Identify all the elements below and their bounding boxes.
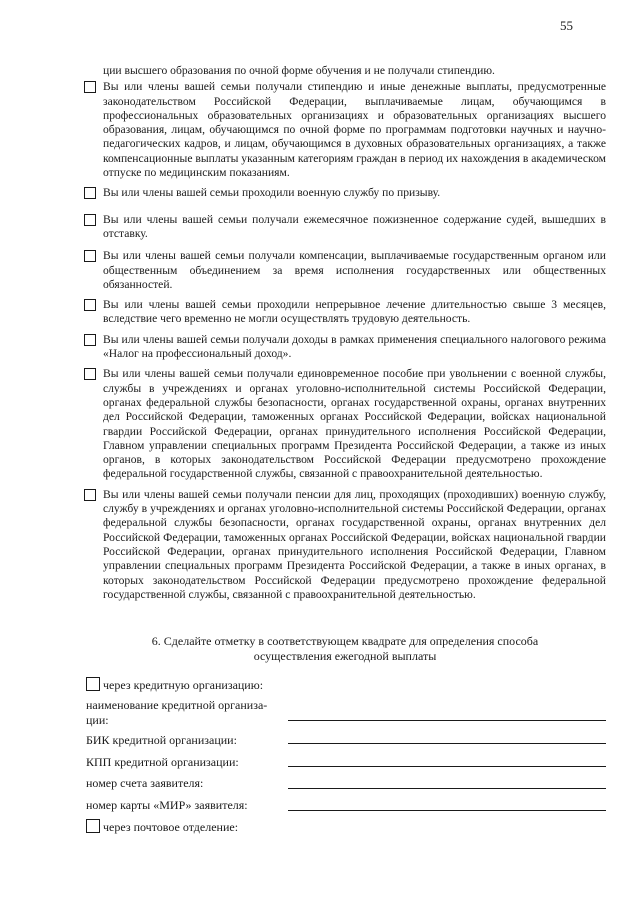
question-item <box>84 298 606 327</box>
question-item <box>84 249 606 292</box>
card-label: номер карты «МИР» заявителя: <box>86 798 248 812</box>
checkbox[interactable] <box>84 250 96 262</box>
question-text: Вы или члены вашей семьи получали стипендию и иные денежные выплаты, предусмотренные законодательством Российской Федерации, выплачиваемые лицам, обучающимся в профессиональных образовательных организациях и образовательных организациях высшего образования, лицам, обучающимся по очной форме по программам подготовки научных и научно-педагогических кадров, и лицам, обучающимся в духовных образовательных организациях, а также компенсационные выплаты указанным категориям граждан в период их нахождения в академическом отпуске по медицинским показаниям. <box>103 80 606 180</box>
kpp-field[interactable] <box>288 766 606 767</box>
question-text: Вы или члены вашей семьи получали доходы в рамках применения специального налогового режима «Налог на профессиональный доход». <box>103 332 606 361</box>
checkbox[interactable] <box>84 368 96 380</box>
checkbox[interactable] <box>84 299 96 311</box>
checkbox[interactable] <box>84 81 96 93</box>
bik-label: БИК кредитной организации: <box>86 733 237 747</box>
questions-list <box>84 64 606 602</box>
question-text: Вы или члены вашей семьи получали ежемесячное пожизненное содержание судей, вышедших в отставку. <box>103 212 606 240</box>
question-item <box>84 488 606 602</box>
lead-text: ции высшего образования по очной форме обучения и не получали стипендию. <box>103 64 495 77</box>
checkbox[interactable] <box>84 214 96 226</box>
bik-field[interactable] <box>288 743 606 744</box>
bank-name-field[interactable] <box>288 720 606 721</box>
bank-name-label <box>86 698 267 727</box>
question-text: Вы или члены вашей семьи проходили непрерывное лечение длительностью свыше 3 месяцев, вследствие чего временно не могли осуществлять трудовую деятельность. <box>103 298 606 326</box>
section-title-line: 6. Сделайте отметку в соответствующем квадрате для определения способа <box>151 634 539 648</box>
via-post-label: через почтовое отделение: <box>103 820 239 834</box>
account-field[interactable] <box>288 788 606 789</box>
via-bank-option[interactable] <box>86 677 263 692</box>
bank-name-label-line: наименование кредитной организа- <box>86 698 268 712</box>
question-item <box>84 367 606 481</box>
question-text: Вы или члены вашей семьи получали компенсации, выплачиваемые государственным органом или общественным объединением за время исполнения государственных или общественных обязанностей. <box>103 249 606 291</box>
question-text: Вы или члены вашей семьи проходили военную службу по призыву. <box>103 186 441 200</box>
via-post-checkbox[interactable] <box>86 819 100 833</box>
bank-name-label-line: ции: <box>86 712 109 727</box>
section-title-line: осуществления ежегодной выплаты <box>253 648 437 663</box>
account-label: номер счета заявителя: <box>86 776 204 790</box>
card-field[interactable] <box>288 810 606 811</box>
via-post-option[interactable] <box>86 819 238 834</box>
question-item <box>84 213 606 242</box>
question-item <box>84 186 606 200</box>
question-item <box>84 80 606 180</box>
via-bank-checkbox[interactable] <box>86 677 100 691</box>
checkbox[interactable] <box>84 334 96 346</box>
checkbox[interactable] <box>84 187 96 199</box>
kpp-label: КПП кредитной организации: <box>86 755 239 769</box>
section-6-title <box>84 634 606 663</box>
checkbox[interactable] <box>84 489 96 501</box>
question-text: Вы или члены вашей семьи получали пенсии для лиц, проходящих (проходивших) военную службу, службу в учреждениях и органах уголовно-исполнительной системы Российской Федерации, органах федеральной службы безопасности, органах государственной охраны, органах внутренних дел Российской Федерации, таможенных органах Российской Федерации, войсках национальной гвардии Российской Федерации, органах принудительного исполнения Российской Федерации, Главном управлении специальных программ Президента Российской Федерации, а также в иных органах, в которых законодательством Российской Федерации предусмотрено прохождение федеральной государственной службы, связанной с правоохранительной деятельностью. <box>103 487 606 601</box>
question-text: Вы или члены вашей семьи получали единовременное пособие при увольнении с военной службы, службы в учреждениях и органах уголовно-исполнительной системы Российской Федерации, органах федеральной службы безопасности, органах государственной охраны, органах внутренних дел Российской Федерации, таможенных органах Российской Федерации, войсках национальной гвардии Российской Федерации, органах принудительного исполнения Российской Федерации, Главном управлении специальных программ Президента Российской Федерации, а также из иных органов, в которых законодательством Российской Федерации предусмотрено прохождение федеральной государственной службы, связанной с правоохранительной деятельностью. <box>103 367 606 481</box>
via-bank-label: через кредитную организацию: <box>103 678 264 692</box>
page-number: 55 <box>560 18 573 33</box>
question-item <box>84 333 606 362</box>
